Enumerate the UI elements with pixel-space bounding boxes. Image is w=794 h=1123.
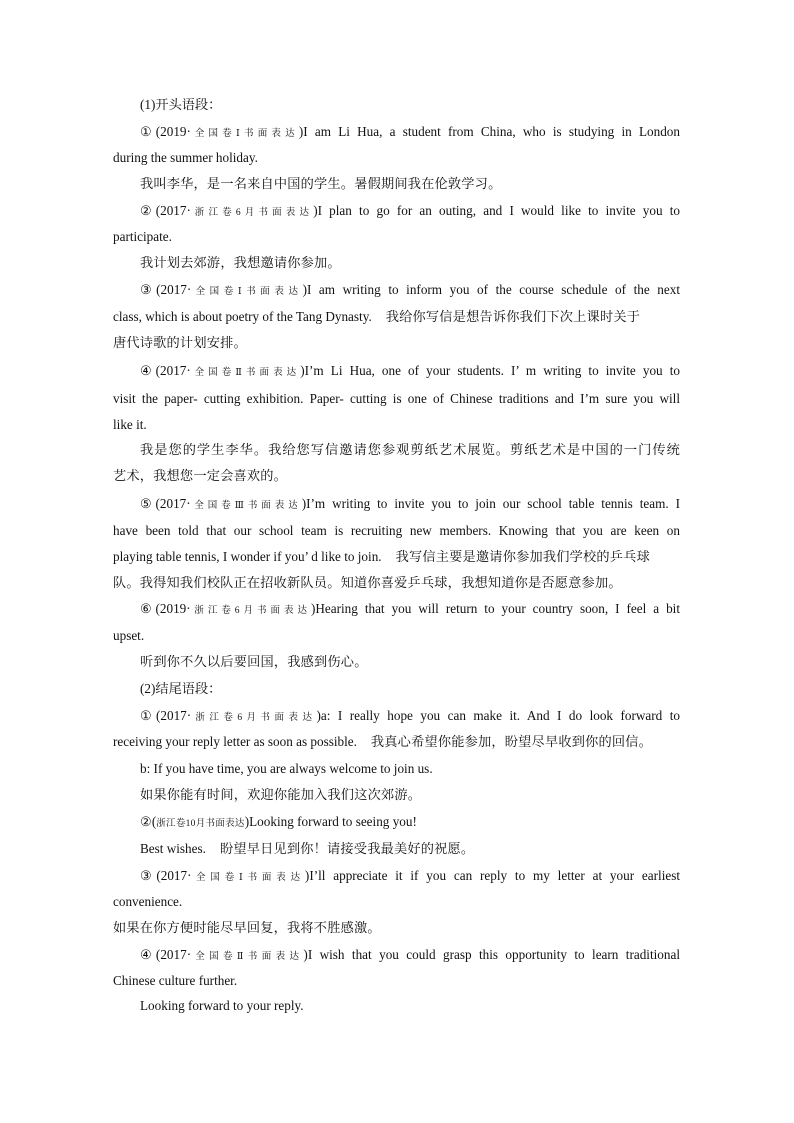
opening-2-translation: 我计划去郊游，我想邀请你参加。 (140, 255, 341, 270)
closing-heading: (2)结尾语段： (140, 681, 222, 696)
closing-1-translation-inline: 我真心希望你能参加，盼望尽早收到你的回信。 (370, 734, 653, 749)
closing-1-line-1: ①(2017·浙江卷6月书面表达)a: I really hope you can make it. And I do look forward to (140, 708, 680, 723)
closing-4-line-3: Looking forward to your reply. (140, 998, 304, 1013)
opening-4-line-1: ④(2017·全国卷Ⅱ书面表达)I’m Li Hua, one of your students. I’ m writing to invite you to (140, 363, 680, 378)
closing-4-line-1: ④(2017·全国卷Ⅱ书面表达)I wish that you could grasp this opportunity to learn traditional (140, 947, 680, 962)
closing-1-line-2: receiving your reply letter as soon as possible. 我真心希望你能参加，盼望尽早收到你的回信。 (113, 734, 653, 749)
opening-4-translation-2: 艺术，我想您一定会喜欢的。 (113, 468, 288, 483)
closing-2-translation-inline: 盼望早日见到你！请接受我最美好的祝愿。 (219, 841, 475, 856)
opening-3-translation-inline: 我给你写信是想告诉你我们下次上课时关于 (385, 309, 641, 324)
opening-3-line-1: ③(2017·全国卷Ⅰ书面表达)I am writing to inform you of the course schedule of the next (140, 282, 680, 297)
source-label: 浙江卷10月书面表达 (156, 819, 245, 829)
opening-2-line-1: ②(2017·浙江卷6月书面表达)I plan to go for an outing, and I would like to invite you to (140, 203, 681, 218)
source-label: 全国卷Ⅰ书面表达 (190, 129, 299, 139)
opening-4-line-3: like it. (113, 417, 147, 432)
source-label: 全国卷Ⅱ书面表达 (190, 368, 301, 378)
closing-1-b-translation: 如果你能有时间，欢迎你能加入我们这次郊游。 (140, 787, 422, 802)
source-label: 全国卷Ⅲ书面表达 (190, 501, 302, 511)
closing-2-line-1: ②(浙江卷10月书面表达)Looking forward to seeing you! (140, 814, 417, 829)
opening-6-line-1: ⑥(2019·浙江卷6月书面表达)Hearing that you will return to your country soon, I feel a bit (140, 601, 681, 616)
opening-3-translation: 唐代诗歌的计划安排。 (113, 335, 247, 350)
opening-2-line-2: participate. (113, 229, 172, 244)
closing-3-line-1: ③(2017·全国卷Ⅰ书面表达)I’ll appreciate it if you can reply to my letter at your earliest (140, 868, 681, 883)
opening-heading: (1)开头语段： (140, 97, 222, 112)
opening-5-line-1: ⑤(2017·全国卷Ⅲ书面表达)I’m writing to invite you to join our school table tennis team. I (140, 496, 681, 511)
opening-1-translation: 我叫李华，是一名来自中国的学生。暑假期间我在伦敦学习。 (140, 176, 502, 191)
opening-5-translation-inline: 我写信主要是邀请你参加我们学校的乒乓球 (395, 549, 650, 564)
closing-3-line-2: convenience. (113, 894, 183, 909)
closing-1-b-english: b: If you have time, you are always welcome to join us. (140, 761, 433, 776)
opening-3-line-2: class, which is about poetry of the Tang Dynasty. 我给你写信是想告诉你我们下次上课时关于 (113, 309, 641, 324)
closing-4-line-2: Chinese culture further. (113, 973, 238, 988)
opening-6-translation: 听到你不久以后要回国，我感到伤心。 (140, 654, 368, 669)
closing-3-translation: 如果在你方便时能尽早回复，我将不胜感激。 (113, 920, 381, 935)
opening-6-line-2: upset. (113, 628, 145, 643)
source-label: 浙江卷6月书面表达 (191, 713, 317, 723)
opening-4-translation-1: 我是您的学生李华。我给您写信邀请您参观剪纸艺术展览。剪纸艺术是中国的一门传统 (140, 442, 680, 457)
source-label: 浙江卷6月书面表达 (190, 208, 314, 218)
source-label: 全国卷Ⅱ书面表达 (191, 952, 304, 962)
opening-5-line-3: playing table tennis, I wonder if you’ d like to join. 我写信主要是邀请你参加我们学校的乒乓球 (113, 549, 650, 564)
source-label: 全国卷Ⅰ书面表达 (191, 873, 305, 883)
opening-1-line-2: during the summer holiday. (113, 150, 258, 165)
closing-2-line-2: Best wishes. 盼望早日见到你！请接受我最美好的祝愿。 (140, 841, 475, 856)
opening-5-translation: 队。我得知我们校队正在招收新队员。知道你喜爱乒乓球，我想知道你是否愿意参加。 (113, 575, 622, 590)
opening-1-line-1: ①(2019·全国卷Ⅰ书面表达)I am Li Hua, a student from China, who is studying in London (140, 124, 680, 139)
source-label: 浙江卷6月书面表达 (190, 606, 311, 616)
source-label: 全国卷Ⅰ书面表达 (191, 287, 303, 297)
opening-5-line-2: have been told that our school team is recruiting new members. Knowing that you are keen on (113, 523, 680, 538)
opening-4-line-2: visit the paper- cutting exhibition. Paper- cutting is one of Chinese traditions and I’m sure you will (113, 391, 680, 406)
